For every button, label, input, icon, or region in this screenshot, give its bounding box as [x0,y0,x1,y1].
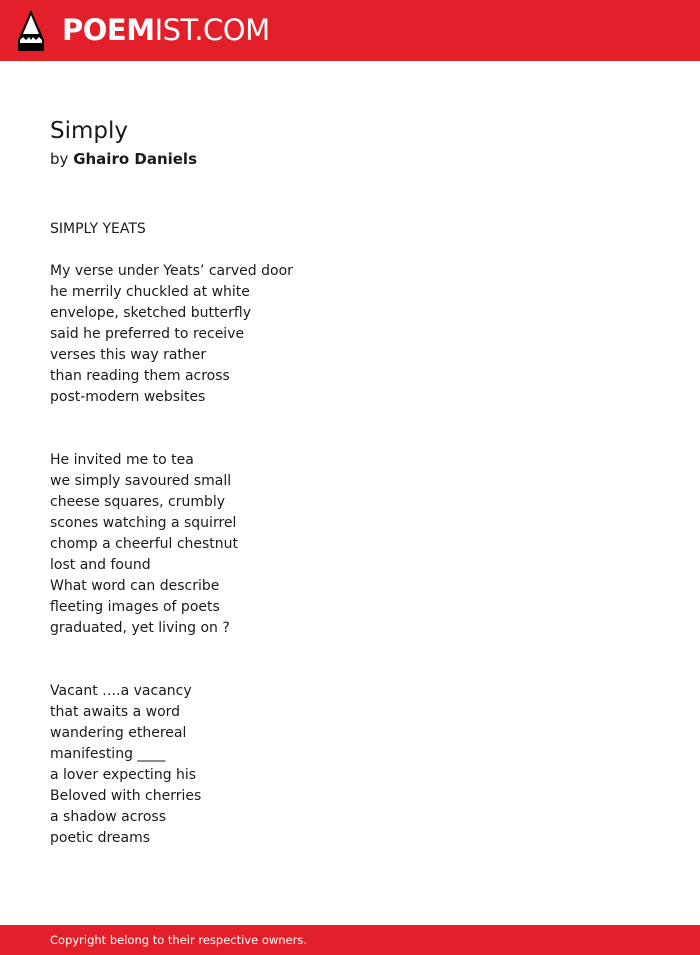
poem-line: than reading them across [50,368,230,384]
poem-line: wandering ethereal [50,725,187,741]
poem-line: that awaits a word [50,704,181,720]
site-header [0,0,700,61]
poem-blank-line [50,660,293,681]
poem-line: What word can describe [50,578,220,594]
poem-blank-line [50,408,293,429]
poem-title: Simply [50,118,128,144]
poem-line: envelope, sketched butterfly [50,305,251,321]
poem-byline [50,149,197,169]
poem-line: poetic dreams [50,830,151,846]
poem-line: Beloved with cherries [50,788,202,804]
poem-line: he merrily chuckled at white [50,284,250,300]
logo-bold-part: POEM [62,13,155,47]
poem-line: we simply savoured small [50,473,232,489]
poem-line: a lover expecting his [50,767,197,783]
poem-line: said he preferred to receive [50,326,245,342]
poem-line: graduated, yet living on ? [50,620,230,636]
poem-line: fleeting images of poets [50,599,220,615]
poem-line: a shadow across [50,809,167,825]
poem-body [50,219,293,849]
logo-light-part: IST.COM [154,13,270,47]
author-name: Ghairo Daniels [73,150,198,168]
pencil-tip-icon[interactable] [18,10,44,51]
poem-line: He invited me to tea [50,452,194,468]
poem-line: manifesting ____ [50,746,166,762]
poem-line: chomp a cheerful chestnut [50,536,239,552]
poem-line: lost and found [50,557,151,573]
poem-line: scones watching a squirrel [50,515,237,531]
site-footer [0,925,700,955]
poem-line: My verse under Yeats’ carved door [50,263,293,279]
byline-prefix: by [50,150,69,168]
site-logo-text[interactable] [62,12,270,48]
poem-line: SIMPLY YEATS [50,221,146,237]
poem-line: verses this way rather [50,347,207,363]
poem-blank-line [50,240,293,261]
poem-line: post-modern websites [50,389,206,405]
poem-line: Vacant ….a vacancy [50,683,192,699]
copyright-text: Copyright belong to their respective owners. [50,933,308,947]
poem-blank-line [50,639,293,660]
poem-blank-line [50,429,293,450]
poem-line: cheese squares, crumbly [50,494,226,510]
